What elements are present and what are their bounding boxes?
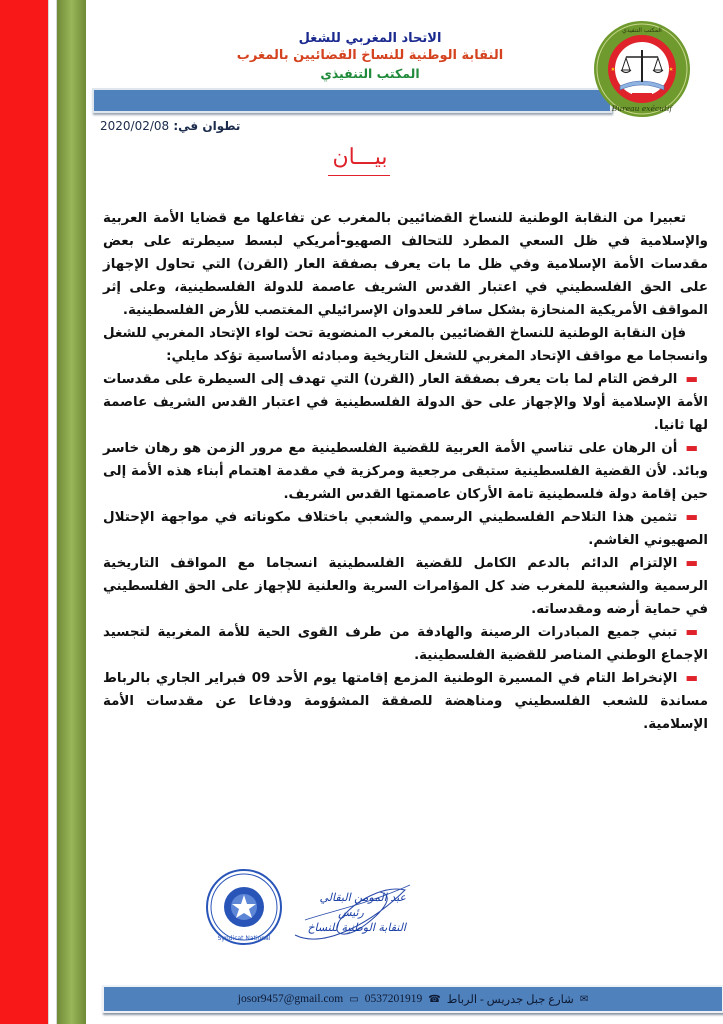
footer-phone: 0537201919 — [364, 993, 423, 1005]
bureau-name: المكتب التنفيذي — [320, 66, 420, 81]
signature-block — [296, 890, 406, 935]
list-item-text: أن الرهان على تناسي الأمة العربية للقضية الفلسطينية مع مرور الزمن هو رهان خاسر وبائد. لأن القضية الفلسطينية ستبقى مرجعية ومركزية في مقدمة اهتمام أبناء هذه الأمة إلى حين إقامة دولة فلسطينية تامة الأركان عاصمتها القدس الشريف. — [103, 441, 708, 502]
list-item — [103, 667, 708, 736]
left-red-border — [0, 0, 48, 1024]
footer-contact-band — [102, 985, 723, 1013]
footer-email[interactable]: josor9457@gmail.com — [237, 993, 344, 1005]
declaration-paragraph: فإن النقابة الوطنية للنساخ القضائيين بالمغرب المنضوية تحت لواء الإتحاد المغربي للشغل وانسجاما مع مواقف الإتحاد المغربي للشغل التاريخية ومبادئه الأساسية تؤكد مايلي: — [103, 326, 708, 364]
list-item-text: الإنخراط التام في المسيرة الوطنية المزمع إقامتها يوم الأحد 09 فبراير الجاري بالرباط مساندة للشعب الفلسطيني ومناهضة للصفقة المشؤومة ودفاعا عن مقدسات الأمة الإسلامية. — [103, 671, 708, 732]
bullet-dash-icon: ▬ — [685, 441, 698, 456]
header-band — [92, 88, 612, 113]
bullet-dash-icon: ▬ — [685, 372, 698, 387]
list-item — [103, 437, 708, 506]
date-line — [100, 119, 240, 133]
syndicate-name: النقابة الوطنية للنساخ القضائيين بالمغرب — [236, 48, 504, 63]
letterhead — [200, 30, 540, 83]
phone-icon: ☎ — [428, 993, 441, 1005]
date-value: 2020/02/08 — [100, 119, 170, 133]
svg-text:المكتب التنفيذي: المكتب التنفيذي — [622, 27, 662, 34]
left-white-divider — [48, 0, 57, 1024]
list-item-text: تبني جميع المبادرات الرصينة والهادفة من طرف القوى الحية للأمة المغربية لتجسيد الإجماع الوطني المناصر للقضية الفلسطينية. — [103, 625, 708, 663]
bullet-dash-icon: ▬ — [685, 556, 698, 571]
computer-icon: ▭ — [349, 993, 359, 1005]
date-label: تطوان في: — [173, 119, 241, 133]
official-stamp-icon — [205, 868, 283, 946]
bullet-dash-icon: ▬ — [685, 510, 698, 525]
signatory-name: عبد المومن البقالي — [319, 891, 406, 904]
statement-body — [103, 207, 708, 736]
svg-text:Syndicat National: Syndicat National — [217, 935, 271, 942]
title-underline — [328, 175, 390, 176]
list-item — [103, 368, 708, 437]
signatory-org: النقابة الوطنية للنساخ — [307, 921, 406, 934]
list-item-text: الإلتزام الدائم بالدعم الكامل للقضية الفلسطينية انسجاما مع المواقف التاريخية الرسمية والشعبية للمغرب ضد كل المؤامرات السرية والعلنية للإجهاز على الحق الفلسطيني في حماية أرضه ومقدساته. — [103, 556, 708, 617]
intro-paragraph: تعبيرا من النقابة الوطنية للنساخ القضائيين بالمغرب عن تفاعلها مع قضايا الأمة العربية والإسلامية في ظل السعي المطرد للتحالف الصهيو-أمريكي لبسط سيطرته على بعض مقدسات الأمة الإسلامية وفي ظل ما بات يعرف بصفقة العار (القرن) التي تحاول الإجهاز على الحق الفلسطيني في اعتبار القدس الشريف عاصمة للدولة الفلسطينية، وعلى إثر المواقف الأمريكية المنحازة بشكل سافر للعدوان الإسرائيلي المغتصب للأرض الفلسطينية. — [103, 211, 708, 318]
svg-text:Bureau exécutif: Bureau exécutif — [611, 104, 673, 113]
list-item-text: الرفض التام لما بات يعرف بصفقة العار (القرن) التي تهدف إلى السيطرة على مقدسات الأمة الإسلامية أولا والإجهاز على حق الدولة الفلسطينية في اعتبار القدس الشريف عاصمة لها ثانيا. — [103, 372, 708, 433]
list-item-text: تثمين هذا التلاحم الفلسطيني الرسمي والشعبي باختلاف مكوناته في مواجهة الإحتلال الصهيوني الغاشم. — [103, 510, 708, 548]
bullet-dash-icon: ▬ — [685, 625, 698, 640]
left-green-border — [57, 0, 86, 1024]
list-item — [103, 621, 708, 667]
list-item — [103, 552, 708, 621]
bullet-dash-icon: ▬ — [685, 671, 698, 686]
signatory-role: رئيس — [338, 906, 364, 919]
syndicate-logo-icon — [592, 20, 692, 118]
footer-address: شارع جبل جدريس - الرباط — [446, 994, 574, 1006]
list-item — [103, 506, 708, 552]
union-name: الاتحاد المغربي للشغل — [298, 31, 442, 46]
address-icon: ✉ — [579, 993, 589, 1005]
page-title: بيـــان — [332, 145, 388, 170]
